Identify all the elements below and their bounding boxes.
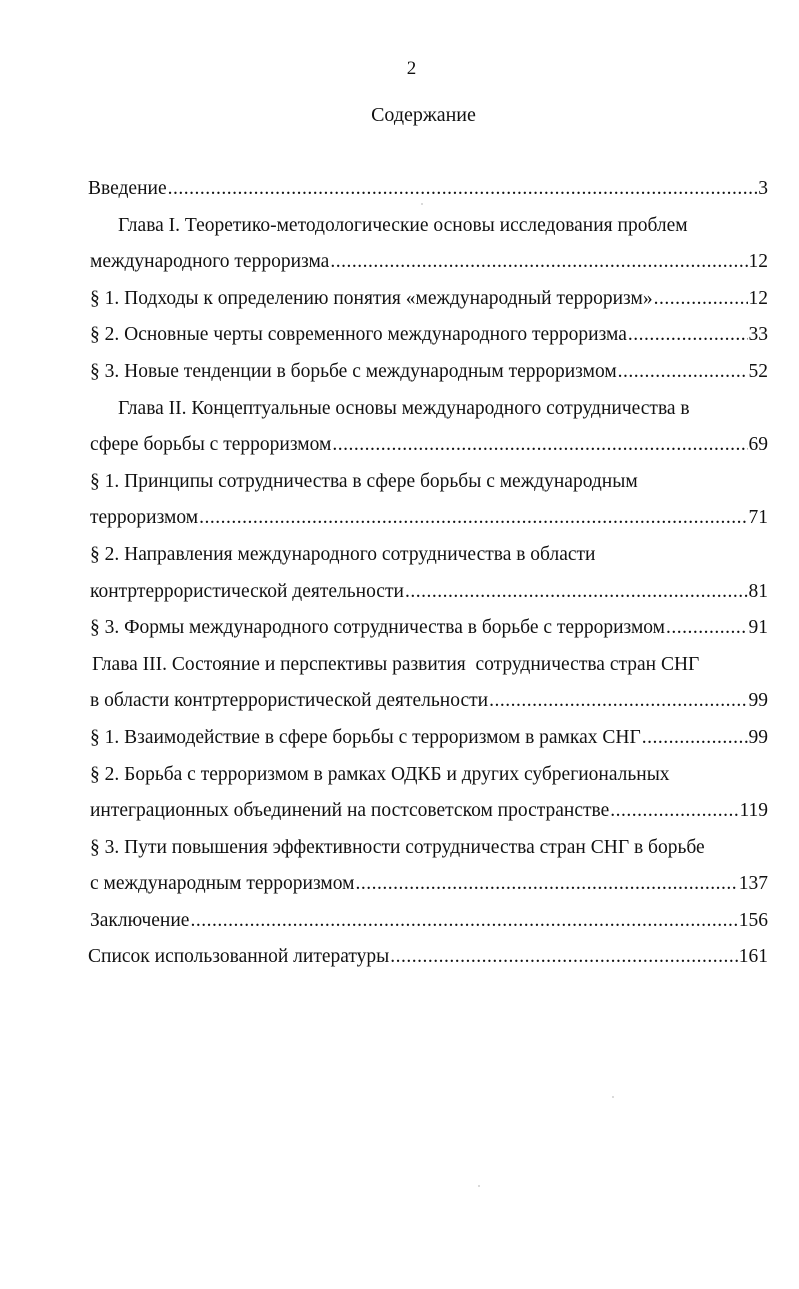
toc-entry-text: в области контртеррористической деятельности xyxy=(90,690,489,712)
toc-entry-ch2-section-1-line-2 xyxy=(88,500,768,537)
toc-entry-ch1-section-1 xyxy=(88,281,768,318)
toc-entry-chapter-1-line-1 xyxy=(88,208,768,245)
dot-leader xyxy=(654,281,748,318)
toc-entry-text: Заключение xyxy=(90,909,190,931)
dot-leader xyxy=(405,574,748,611)
dot-leader xyxy=(190,903,737,940)
toc-entry-text: Глава I. Теоретико-методологические основы исследования проблем xyxy=(118,214,688,236)
toc-entry-bibliography xyxy=(88,939,768,976)
dot-leader xyxy=(610,793,738,830)
toc-entry-text: Введение xyxy=(88,178,167,199)
toc-entry-text: § 2. Направления международного сотрудничества в области xyxy=(90,543,596,565)
toc-entry-page: 81 xyxy=(748,580,768,602)
toc-entry-introduction xyxy=(88,171,768,208)
scan-speck xyxy=(612,1096,614,1098)
toc-entry-page: 3 xyxy=(758,178,768,199)
toc-entry-text: § 1. Принципы сотрудничества в сфере борьбы с международным xyxy=(90,470,638,492)
dot-leader xyxy=(199,500,747,537)
toc-entry-page: 12 xyxy=(748,287,768,309)
toc-entry-ch2-section-3 xyxy=(88,610,768,647)
toc-entry-text: терроризмом xyxy=(90,507,199,529)
toc-entry-ch3-section-3-line-2 xyxy=(88,866,768,903)
toc-entry-ch3-section-3-line-1 xyxy=(88,830,768,867)
dot-leader xyxy=(618,354,748,391)
toc-entry-ch2-section-1-line-1 xyxy=(88,464,768,501)
toc-entry-text: § 2. Борьба с терроризмом в рамках ОДКБ и других субрегиональных xyxy=(90,763,670,785)
toc-entry-page: 99 xyxy=(748,726,768,748)
toc-entry-chapter-3-line-2 xyxy=(88,683,768,720)
dot-leader xyxy=(332,427,747,464)
toc-entry-text: § 3. Новые тенденции в борьбе с международным терроризмом xyxy=(90,360,617,382)
toc-entry-ch2-section-2-line-2 xyxy=(88,574,768,611)
dot-leader xyxy=(666,610,747,647)
page-number: 2 xyxy=(406,58,417,79)
toc-entry-page: 156 xyxy=(738,909,768,931)
toc-entry-ch1-section-2 xyxy=(88,317,768,354)
toc-entry-ch1-section-3 xyxy=(88,354,768,391)
toc-entry-text: § 3. Формы международного сотрудничества в борьбе с терроризмом xyxy=(90,617,666,639)
dot-leader xyxy=(642,720,748,757)
table-of-contents xyxy=(88,171,768,976)
toc-entry-chapter-1-line-2 xyxy=(88,244,768,281)
dot-leader xyxy=(330,244,747,281)
dot-leader xyxy=(355,866,737,903)
toc-entry-page: 71 xyxy=(748,507,768,529)
toc-entry-text: Глава II. Концептуальные основы международного сотрудничества в xyxy=(118,397,690,419)
toc-entry-text: с международным терроризмом xyxy=(90,873,355,895)
toc-entry-chapter-2-line-2 xyxy=(88,427,768,464)
dot-leader xyxy=(390,939,737,976)
scan-speck xyxy=(421,203,423,205)
toc-entry-text: Список использованной литературы xyxy=(88,946,390,968)
toc-entry-page: 69 xyxy=(748,434,768,456)
dot-leader xyxy=(168,171,758,208)
dot-leader xyxy=(489,683,747,720)
dot-leader xyxy=(628,317,748,354)
toc-entry-text: § 3. Пути повышения эффективности сотрудничества стран СНГ в борьбе xyxy=(90,836,705,858)
toc-entry-ch3-section-2-line-2 xyxy=(88,793,768,830)
toc-entry-page: 161 xyxy=(738,946,768,968)
toc-entry-chapter-2-line-1 xyxy=(88,391,768,428)
toc-entry-page: 99 xyxy=(748,690,768,712)
toc-entry-text: интеграционных объединений на постсоветском пространстве xyxy=(90,800,610,822)
toc-entry-text: международного терроризма xyxy=(90,251,330,273)
toc-entry-page: 119 xyxy=(739,800,768,822)
toc-entry-ch3-section-1 xyxy=(88,720,768,757)
toc-entry-text: контртеррористической деятельности xyxy=(90,580,404,602)
toc-entry-page: 33 xyxy=(748,324,768,346)
toc-entry-text: § 1. Подходы к определению понятия «международный терроризм» xyxy=(90,287,653,309)
toc-entry-page: 52 xyxy=(748,360,768,382)
toc-entry-page: 137 xyxy=(738,873,768,895)
toc-entry-conclusion xyxy=(88,903,768,940)
scan-speck xyxy=(478,1185,480,1187)
toc-entry-text: Глава III. Состояние и перспективы развития сотрудничества стран СНГ xyxy=(92,653,700,675)
toc-entry-text: сфере борьбы с терроризмом xyxy=(90,434,332,456)
toc-entry-ch2-section-2-line-1 xyxy=(88,537,768,574)
toc-entry-page: 12 xyxy=(748,251,768,273)
toc-entry-page: 91 xyxy=(748,617,768,639)
toc-entry-text: § 2. Основные черты современного международного терроризма xyxy=(90,324,627,346)
toc-entry-ch3-section-2-line-1 xyxy=(88,757,768,794)
toc-title: Содержание xyxy=(371,104,476,126)
toc-entry-chapter-3-line-1 xyxy=(88,647,768,684)
toc-entry-text: § 1. Взаимодействие в сфере борьбы с терроризмом в рамках СНГ xyxy=(90,726,641,748)
